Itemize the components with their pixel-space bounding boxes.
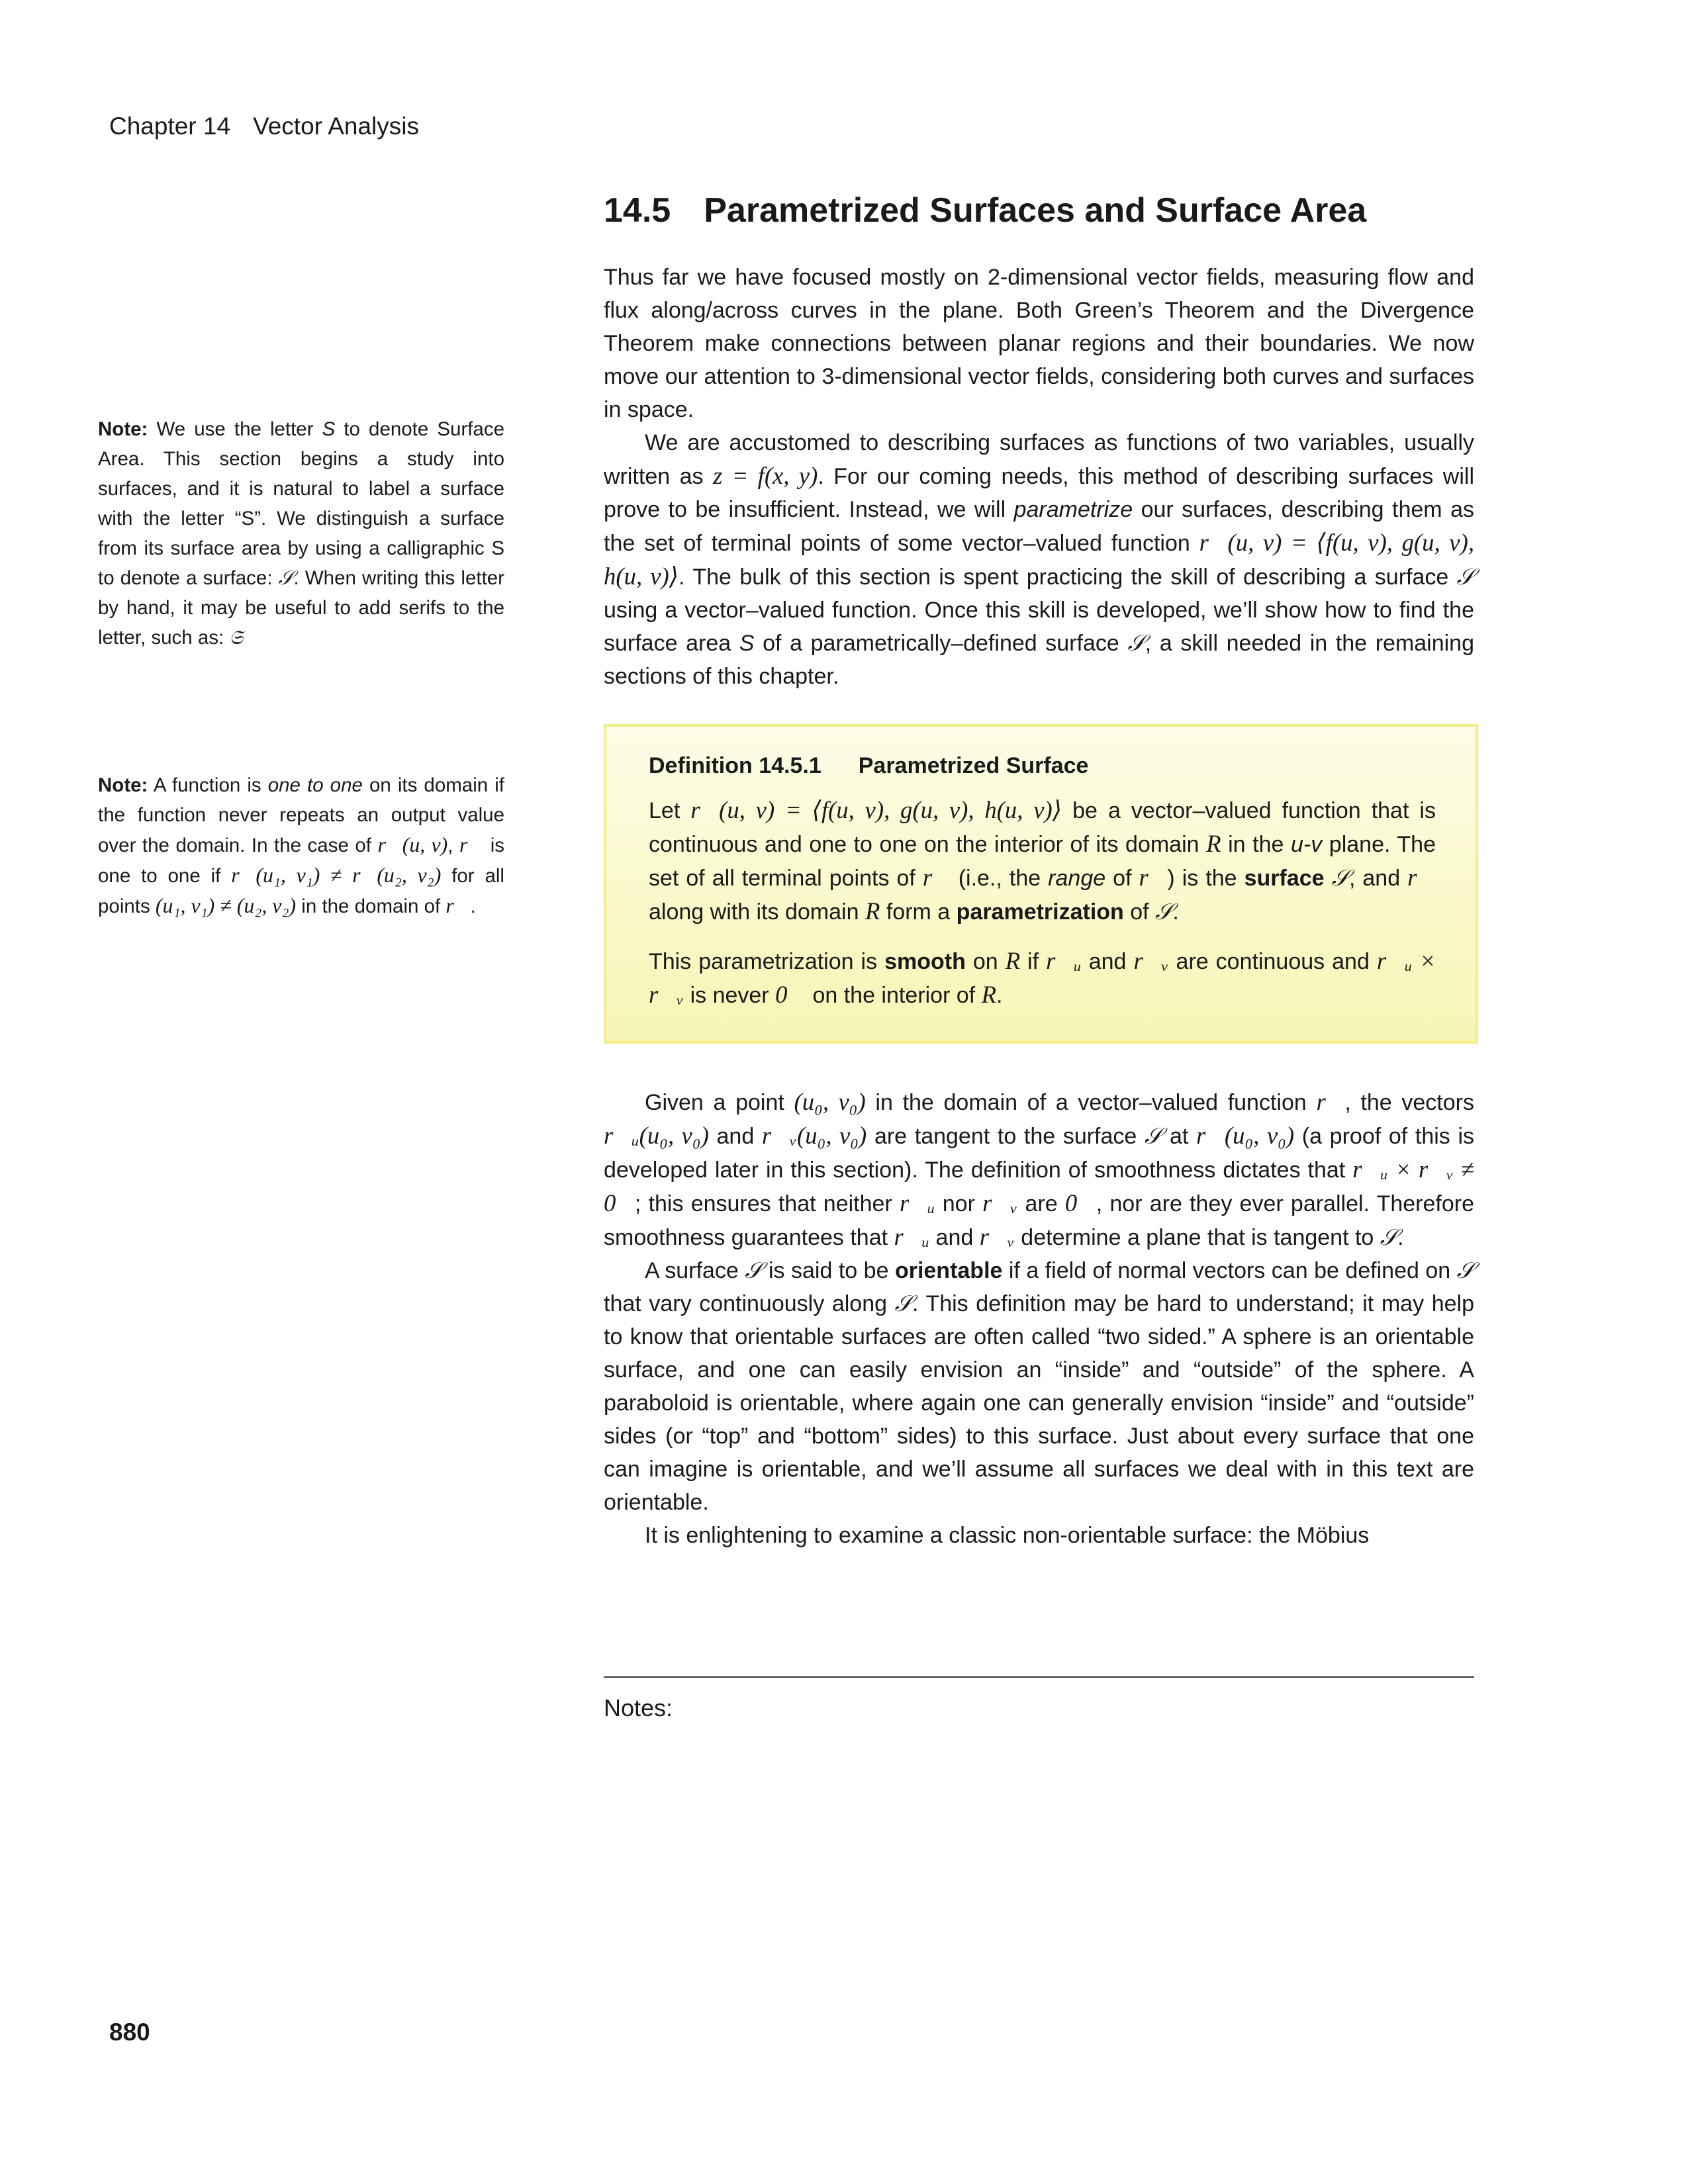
text-run: are tangent to the surface xyxy=(867,1124,1145,1149)
math-expression: r⃗ᵥ xyxy=(1133,947,1169,974)
text-run: plane. The set of all terminal points of xyxy=(649,832,1436,891)
text-run: . This definition may be hard to understand; it may help to know that orientable surfaces are often called “two sided.” A sphere is an orientable surface, and one can easily envision an “inside” and “outside” of the sphere. A paraboloid is orientable, where again one can generally envision “inside” and “outside” sides (or “top” and “bottom” sides) to this surface. Just about every surface that one can imagine is orientable, and we’ll assume all surfaces we deal with in this text are orientable. xyxy=(604,1291,1474,1515)
math-expression: R xyxy=(981,981,997,1008)
bold-term: Note: xyxy=(98,774,148,796)
text-run: using a vector–valued function. Once this skill is developed, we’ll show how to find the surface area xyxy=(604,598,1474,656)
italic-term: S xyxy=(322,418,336,440)
paragraph xyxy=(604,1085,1474,1254)
math-expression: r⃗ᵥ xyxy=(982,1189,1018,1216)
text-run: Given a point xyxy=(645,1090,794,1115)
calligraphic-symbol: 𝔖 xyxy=(229,626,244,649)
bold-term: parametrization xyxy=(956,899,1124,925)
body-text xyxy=(604,1085,1474,1552)
section-number: 14.5 xyxy=(604,191,671,230)
math-expression: r⃗(u₁, v₁) ≠ r⃗(u₂, v₂) xyxy=(231,864,442,887)
bold-term: orientable xyxy=(894,1258,1003,1283)
math-expression: r⃗ᵤ(u₀, v₀) xyxy=(604,1122,709,1149)
text-run: , and xyxy=(1348,866,1408,891)
text-run: are continuous and xyxy=(1168,949,1377,974)
text-run: nor xyxy=(935,1191,983,1216)
math-expression: r⃗ xyxy=(1316,1088,1345,1115)
math-expression: r⃗ᵤ xyxy=(899,1189,935,1216)
margin-note-one-to-one xyxy=(98,770,504,921)
text-run: is said to be xyxy=(762,1258,895,1283)
bold-term: surface xyxy=(1244,866,1325,891)
text-run: , xyxy=(447,835,459,856)
text-run: be a vector–valued function that is continuous and one to one on the interior of its domain xyxy=(649,798,1436,857)
text-run: in the domain of a vector–valued function xyxy=(865,1090,1317,1115)
math-expression: r⃗ᵤ xyxy=(894,1223,930,1250)
section-heading: Parametrized Surfaces and Surface Area xyxy=(704,191,1367,230)
calligraphic-symbol: 𝒮 xyxy=(894,1291,912,1317)
math-expression: R xyxy=(1206,830,1221,857)
intro-text xyxy=(604,261,1474,693)
text-run: This parametrization is xyxy=(649,949,885,974)
text-run: in the xyxy=(1221,832,1291,857)
text-run: . xyxy=(996,983,1003,1008)
text-run: of xyxy=(1105,866,1139,891)
math-expression: r⃗(u, v) xyxy=(377,833,448,856)
math-expression: R xyxy=(1005,947,1021,974)
text-run: on xyxy=(965,949,1006,974)
text-run: to denote Surface Area. This section begins a study into surfaces, and it is natural to label a surface with the letter “S”. We distinguish a surface from its surface area by using a calligraphic S to denote a surface: xyxy=(98,418,504,589)
text-run: are xyxy=(1017,1191,1065,1216)
calligraphic-symbol: 𝒮 xyxy=(745,1257,763,1284)
math-expression: r⃗(u, v) = ⟨f(u, v), g(u, v), h(u, v)⟩ xyxy=(690,796,1062,823)
math-expression: R xyxy=(865,897,880,925)
text-run: on the interior of xyxy=(806,983,982,1008)
text-run: ; this ensures that neither xyxy=(634,1191,900,1216)
definition-label: Definition 14.5.1 xyxy=(649,753,821,778)
math-expression: r⃗ xyxy=(922,864,951,891)
text-run: in the domain of xyxy=(296,895,446,917)
text-run: We are accustomed to describing surfaces as functions of two variables, usually written as xyxy=(604,430,1474,489)
text-run: ) is the xyxy=(1167,866,1244,891)
definition-title: Parametrized Surface xyxy=(858,753,1089,778)
text-run: . xyxy=(1172,899,1179,925)
text-run: We use the letter xyxy=(148,418,322,440)
math-expression: r⃗ xyxy=(445,894,471,917)
italic-term: one to one xyxy=(267,774,363,796)
calligraphic-symbol: 𝒮 xyxy=(1145,1123,1162,1150)
math-expression: 0⃗ xyxy=(1064,1189,1096,1216)
chapter-title: Vector Analysis xyxy=(253,113,419,140)
text-run: . For our coming needs, this method of describing surfaces will prove to be insufficient. Instead, we will xyxy=(604,464,1475,522)
math-expression: r⃗ᵤ xyxy=(1046,947,1082,974)
text-run: Let xyxy=(649,798,691,823)
notes-label: Notes: xyxy=(604,1694,673,1721)
text-run: of xyxy=(1123,899,1156,925)
text-run: , the vectors xyxy=(1344,1090,1474,1115)
text-run: our surfaces, describing them as the set of terminal points of some vector–valued function xyxy=(604,497,1474,556)
text-run: and xyxy=(929,1225,980,1250)
calligraphic-symbol: 𝒮 xyxy=(1456,564,1474,590)
calligraphic-symbol: 𝒮 xyxy=(1155,899,1173,925)
text-run: A function is xyxy=(148,774,268,796)
paragraph xyxy=(604,1254,1474,1519)
math-expression: r⃗ᵥ(u₀, v₀) xyxy=(761,1122,867,1149)
paragraph xyxy=(604,426,1474,693)
note-text xyxy=(98,414,504,653)
running-head xyxy=(109,113,419,140)
text-run: . When writing this letter by hand, it may be useful to add serifs to the letter, such as: xyxy=(98,567,504,649)
text-run: (a proof of this is developed later in this section). The definition of smoothness dictates that xyxy=(604,1124,1475,1183)
definition-heading xyxy=(649,753,1436,779)
text-run: . xyxy=(470,895,476,917)
text-run: that vary continuously along xyxy=(604,1291,895,1316)
calligraphic-symbol: 𝒮 xyxy=(1380,1224,1398,1251)
definition-box xyxy=(604,724,1478,1044)
text-run: if a field of normal vectors can be defined on xyxy=(1002,1258,1457,1283)
text-run: A surface xyxy=(645,1258,745,1283)
calligraphic-symbol: 𝒮 xyxy=(1331,865,1349,891)
math-expression: r⃗ᵥ xyxy=(979,1223,1015,1250)
paragraph xyxy=(604,261,1474,426)
paragraph xyxy=(604,1519,1474,1552)
text-run: for all points xyxy=(98,865,504,917)
definition-paragraph xyxy=(649,944,1436,1012)
calligraphic-symbol: 𝒮 xyxy=(278,567,294,589)
note-text xyxy=(98,770,504,921)
italic-term: parametrize xyxy=(1013,497,1133,522)
math-expression: r⃗ xyxy=(459,833,485,856)
math-expression: 0⃗ xyxy=(775,981,806,1008)
text-run: (i.e., the xyxy=(951,866,1049,891)
text-run: It is enlightening to examine a classic non-orientable surface: the Möbius xyxy=(645,1523,1370,1548)
bold-term: Note: xyxy=(98,418,148,440)
bold-term: smooth xyxy=(884,949,966,974)
italic-term: range xyxy=(1048,866,1106,891)
calligraphic-symbol: 𝒮 xyxy=(1127,630,1145,657)
notes-divider xyxy=(604,1676,1474,1678)
math-expression: r⃗ᵤ × r⃗ᵥ xyxy=(649,947,1436,1008)
math-expression: (u₁, v₁) ≠ (u₂, v₂) xyxy=(155,894,297,917)
page-number: 880 xyxy=(109,2019,150,2046)
math-expression: r⃗(u, v) = ⟨f(u, v), g(u, v), h(u, v)⟩ xyxy=(604,529,1474,590)
italic-term: S xyxy=(739,631,755,656)
chapter-number: Chapter 14 xyxy=(109,113,231,140)
text-run: and xyxy=(1081,949,1134,974)
text-run: , a skill needed in the remaining sections of this chapter. xyxy=(604,631,1474,689)
text-run: form a xyxy=(880,899,957,925)
definition-paragraph xyxy=(649,794,1436,929)
text-run: if xyxy=(1020,949,1047,974)
math-expression: (u₀, v₀) xyxy=(794,1088,866,1115)
text-run: is one to one if xyxy=(98,835,504,887)
math-expression: z = f(x, y) xyxy=(713,462,818,489)
section-title xyxy=(604,191,1366,230)
text-run: Thus far we have focused mostly on 2-dimensional vector fields, measuring flow and flux along/across curves in the plane. Both Green’s Theorem and the Divergence Theorem make connections between planar regions and their boundaries. We now move our attention to 3-dimensional vector fields, considering both curves and surfaces in space. xyxy=(604,265,1474,422)
text-run: . xyxy=(1397,1225,1404,1250)
math-expression: r⃗ᵤ × r⃗ᵥ ≠ 0⃗ xyxy=(604,1156,1475,1216)
margin-note-surface-notation xyxy=(98,414,504,653)
math-expression: r⃗ xyxy=(1139,864,1168,891)
italic-term: u-v xyxy=(1291,832,1323,857)
text-run: . The bulk of this section is spent practicing the skill of describing a surface xyxy=(679,565,1457,590)
text-run: determine a plane that is tangent to xyxy=(1014,1225,1380,1250)
text-run: and xyxy=(708,1124,762,1149)
text-run: on its domain if the function never repeats an output value over the domain. In the case of xyxy=(98,774,504,856)
math-expression: r⃗ xyxy=(1407,864,1436,891)
text-run: is never xyxy=(684,983,776,1008)
math-expression: r⃗(u₀, v₀) xyxy=(1196,1122,1295,1149)
text-run: , nor are they ever parallel. Therefore smoothness guarantees that xyxy=(604,1191,1474,1250)
text-run: along with its domain xyxy=(649,899,865,925)
text-run xyxy=(1325,866,1332,891)
text-run: at xyxy=(1162,1124,1197,1149)
text-run: of a parametrically–defined surface xyxy=(754,631,1128,656)
calligraphic-symbol: 𝒮 xyxy=(1456,1257,1474,1284)
